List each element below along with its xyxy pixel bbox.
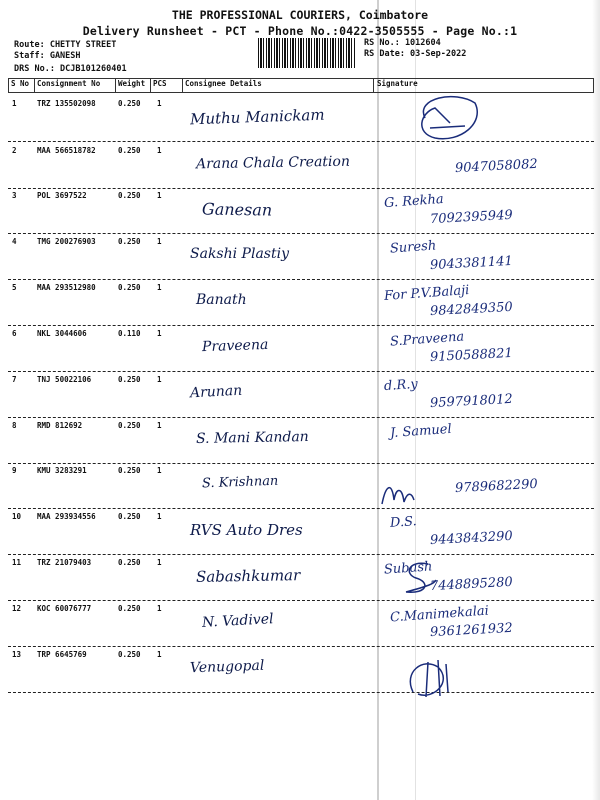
staff-label: Staff: GANESH (14, 51, 81, 61)
row-weight: 0.250 (118, 191, 141, 200)
row-weight: 0.250 (118, 512, 141, 521)
row-sno: 2 (12, 146, 17, 155)
row-consignee-handwritten: Praveena (201, 336, 269, 356)
row-signature-phone: 9043381141 (429, 253, 514, 274)
col-divider (150, 78, 151, 92)
row-weight: 0.250 (118, 650, 141, 659)
rs-number: RS No.: 1012604 (364, 38, 441, 48)
row-signature: Subash (383, 559, 433, 578)
row-consignee-handwritten: S. Mani Kandan (195, 429, 309, 447)
col-header-consignee: Consignee Details (185, 79, 262, 88)
row-sno: 11 (12, 558, 22, 567)
row-consignee-handwritten: Sakshi Plastiy (190, 246, 289, 262)
row-sno: 9 (12, 466, 17, 475)
row-separator (8, 600, 594, 601)
row-signature-phone: 9597918012 (429, 391, 514, 412)
row-signature: Suresh (389, 238, 437, 257)
row-pcs: 1 (157, 650, 162, 659)
row-separator (8, 508, 594, 509)
row-consignment-no: MAA 293512980 (37, 283, 96, 292)
row-signature: G. Rekha (383, 191, 445, 212)
row-signature-phone: 7092395949 (429, 207, 514, 228)
header-bottom-border (8, 92, 594, 93)
row-sno: 3 (12, 191, 17, 200)
row-consignment-no: NKL 3044606 (37, 329, 87, 338)
col-header-signature: Signature (377, 79, 418, 88)
row-consignee-handwritten: Muthu Manickam (189, 105, 325, 129)
row-signature: J. Samuel (389, 421, 453, 442)
row-sno: 8 (12, 421, 17, 430)
row-consignment-no: TRZ 135502098 (37, 99, 96, 108)
row-weight: 0.250 (118, 99, 141, 108)
row-pcs: 1 (157, 558, 162, 567)
row-weight: 0.250 (118, 558, 141, 567)
col-divider (8, 78, 9, 92)
col-divider (115, 78, 116, 92)
row-separator (8, 141, 594, 142)
row-consignee-handwritten: Arana Chala Creation (195, 153, 351, 173)
row-sno: 12 (12, 604, 22, 613)
row-signature-phone: 9789682290 (454, 476, 539, 497)
signature-scribble-row9 (378, 480, 418, 510)
col-header-pcs: PCS (153, 79, 167, 88)
row-pcs: 1 (157, 283, 162, 292)
scan-edge (592, 0, 600, 800)
row-pcs: 1 (157, 237, 162, 246)
row-pcs: 1 (157, 604, 162, 613)
row-weight: 0.250 (118, 146, 141, 155)
col-header-consignment: Consignment No (37, 79, 101, 88)
row-signature: d.R.y (383, 376, 419, 395)
row-signature: D.S. (389, 514, 418, 531)
row-separator (8, 325, 594, 326)
scan-fold-line (377, 0, 379, 800)
col-header-sno: S No (11, 79, 30, 88)
row-pcs: 1 (157, 512, 162, 521)
row-signature: S.Praveena (389, 329, 465, 350)
row-sno: 5 (12, 283, 17, 292)
row-sno: 4 (12, 237, 17, 246)
row-consignee-handwritten: Banath (196, 292, 247, 308)
row-signature: For P.V.Balaji (383, 283, 470, 304)
row-consignee-handwritten: N. Vadivel (201, 611, 274, 631)
row-separator (8, 233, 594, 234)
row-signature-phone: 9150588821 (429, 345, 514, 366)
route-label: Route: CHETTY STREET (14, 40, 117, 50)
row-pcs: 1 (157, 421, 162, 430)
row-signature-phone: 9443843290 (429, 528, 514, 549)
row-pcs: 1 (157, 191, 162, 200)
row-separator (8, 188, 594, 189)
row-sno: 13 (12, 650, 22, 659)
row-separator (8, 554, 594, 555)
row-consignment-no: MAA 293934556 (37, 512, 96, 521)
signature-scribble-row1 (405, 88, 485, 148)
row-pcs: 1 (157, 375, 162, 384)
row-consignment-no: KMU 3283291 (37, 466, 87, 475)
row-weight: 0.250 (118, 466, 141, 475)
row-consignment-no: KOC 60076777 (37, 604, 92, 613)
row-consignee-handwritten: Arunan (189, 382, 243, 402)
row-pcs: 1 (157, 146, 162, 155)
row-consignee-handwritten: RVS Auto Dres (190, 521, 303, 539)
row-separator (8, 279, 594, 280)
row-separator (8, 371, 594, 372)
col-divider (593, 78, 594, 92)
drs-number: DRS No.: DCJB101260401 (14, 64, 127, 74)
row-sno: 7 (12, 375, 17, 384)
row-sno: 1 (12, 99, 17, 108)
rs-date: RS Date: 03-Sep-2022 (364, 49, 467, 59)
row-pcs: 1 (157, 99, 162, 108)
row-signature: C.Manimekalai (389, 603, 490, 626)
row-weight: 0.250 (118, 421, 141, 430)
row-consignment-no: RMD 812692 (37, 421, 83, 430)
row-separator (8, 463, 594, 464)
row-weight: 0.250 (118, 283, 141, 292)
row-signature-phone: 9842849350 (429, 299, 514, 320)
row-consignment-no: TRZ 21079403 (37, 558, 92, 567)
row-sno: 10 (12, 512, 22, 521)
row-pcs: 1 (157, 466, 162, 475)
row-consignee-handwritten: Venugopal (189, 657, 265, 677)
row-weight: 0.250 (118, 604, 141, 613)
signature-scribble-row13 (398, 652, 458, 702)
row-signature-phone: 7448895280 (429, 574, 514, 595)
row-consignment-no: TMG 200276903 (37, 237, 96, 246)
row-sno: 6 (12, 329, 17, 338)
row-weight: 0.110 (118, 329, 141, 338)
col-divider (34, 78, 35, 92)
row-consignee-handwritten: Sabashkumar (195, 566, 301, 586)
row-consignment-no: TRP 6645769 (37, 650, 87, 659)
row-separator (8, 646, 594, 647)
col-divider (373, 78, 374, 92)
row-signature-phone: 9361261932 (429, 620, 514, 641)
row-weight: 0.250 (118, 237, 141, 246)
row-consignee-handwritten: S. Krishnan (201, 473, 279, 492)
row-consignment-no: TNJ 50022106 (37, 375, 92, 384)
row-separator (8, 692, 594, 693)
col-divider (182, 78, 183, 92)
row-consignee-handwritten: Ganesan (201, 199, 273, 220)
signature-scribble-row11 (398, 556, 438, 596)
row-signature-phone: 9047058082 (454, 156, 539, 177)
row-separator (8, 417, 594, 418)
barcode-icon (258, 38, 356, 68)
row-pcs: 1 (157, 329, 162, 338)
company-title: THE PROFESSIONAL COURIERS, Coimbatore (171, 8, 429, 22)
row-consignment-no: POL 3697522 (37, 191, 87, 200)
row-consignment-no: MAA 566518782 (37, 146, 96, 155)
col-header-weight: Weight (118, 79, 146, 88)
runsheet-subtitle: Delivery Runsheet - PCT - Phone No.:0422-3505555 - Page No.:1 (82, 24, 518, 38)
row-weight: 0.250 (118, 375, 141, 384)
